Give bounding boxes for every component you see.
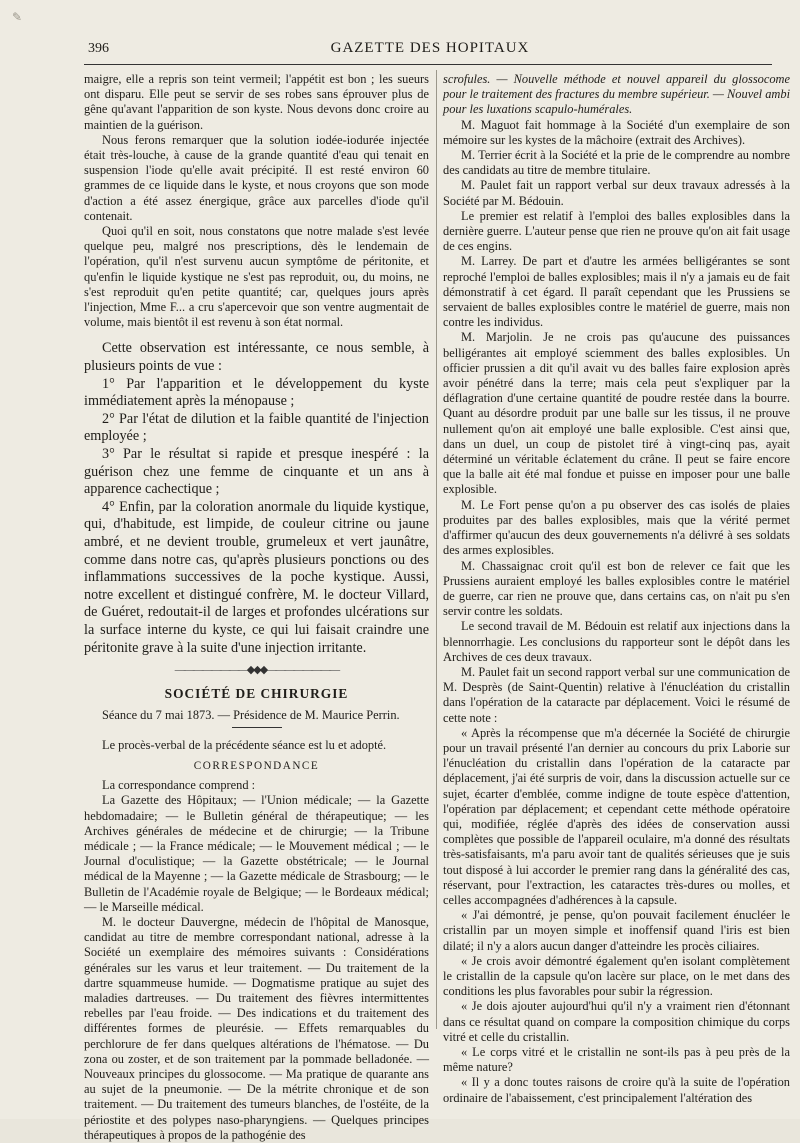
short-rule [232,727,282,728]
observation-summary [84,340,429,657]
page-number: 396 [88,41,109,56]
header-rule [84,64,772,65]
quote-paragraph: « Après la récompense que m'a décernée la Société de chirurgie pour un travail présenté l'an dernier au concours du prix Laborie sur l'énucléation du cristallin dans l'opération de la cataracte par déplacement, j'ai été surpris de voir, dans la discussion actuelle sur ce sujet, écarter d'emblée, comme indigne de toute espèce d'attention, l'opération par déplacement; et cependant cette méthode opératoire qui, modifiée, réglée d'après des idées de conservation aussi complètes que possible de l'appareil oculaire, m'a donné des résultats très-satisfaisants, m'a paru avoir tant de qualités sérieuses que je suis tout disposé à lui accorder le premier rang dans la généralité des cas, réservant, pour l'extraction, les cataractes très-dures ou molles, et celles accompagnées d'adhérences à la capsule. [443,725,790,907]
paragraph: Le procès-verbal de la précédente séance est lu et adopté. [102,737,387,752]
paragraph: La correspondance comprend : [102,778,256,793]
right-column [443,72,790,1112]
paragraph: Cette observation est intéressante, ce nous semble, à plusieurs points de vue : [84,340,429,375]
paragraph: maigre, elle a repris son teint vermeil; l'appétit est bon ; les sueurs ont disparu. Elle peut se servir de ses robes sans éprouver plus de gêne qu'avant l'apparition de son kyste. Nous devons donc croire au maintien de la guérison. [84,72,429,132]
paragraph: Le premier est relatif à l'emploi des balles explosibles dans la dernière guerre. L'auteur pense que rien ne prouve qu'on ait fait usage de ces engins. [443,208,790,254]
quote-paragraph: « Je dois ajouter aujourd'hui qu'il n'y a vraiment rien d'étonnant dans ce résultat quand on compare la composition chimique du corps vitré et celle du cristallin. [443,999,790,1044]
seance-line: Séance du 7 mai 1873. — Présidence de M. Maurice Perrin. [102,707,400,722]
paragraph: Le second travail de M. Bédouin est relatif aux injections dans la blennorrhagie. Les conclusions du rapporteur sont le dépôt dans les Archives de ces deux travaux. [443,619,790,664]
paragraph: M. le docteur Dauvergne, médecin de l'hôpital de Manosque, candidat au titre de membre correspondant national, adresse à la Société un exemplaire des mémoires suivants : Considérations générales sur les varus et leur traitement. — Du traitement de la dartre squammeuse humide. — Dogmatisme pratique au sujet des maladies dartreuses. — Du traitement des fièvres intermittentes rebelles par l'eau froide. — Des indications et du traitement des différentes formes de pleurésie. — Effets remarquables du perchlorure de fer dans quelques altérations de l'hématose. — Du zona ou zoster, et de son traitement par la pommade belladonée. — Nouveaux principes du glossocome. — Ma pratique de quarante ans au sujet de la pneumonie. — De la métrite chronique et de son traitement. — Du traitement des tumeurs blanches, de l'ostéite, de la périostite et des polypes naso-pharyngiens. — Quelques principes thérapeutiques à propos de la pathogénie des [84,914,429,1142]
column-divider [436,70,437,1029]
paragraph: scrofules. — Nouvelle méthode et nouvel appareil du glossocome pour le traitement des fractures du membre supérieur. — Nouvel ambi pour les luxations scapulo-humérales. [443,72,791,117]
list-item: 2° Par l'état de dilution et la faible quantité de l'injection employée ; [84,410,429,445]
paragraph: M. Terrier écrit à la Société et la prie de le comprendre au nombre des candidats au titre de membre titulaire. [443,148,790,178]
paragraph: M. Paulet fait un rapport verbal sur deux travaux adressés à la Société par M. Bédouin. [443,178,790,208]
list-item: 3° Par le résultat si rapide et presque inespéré : la guérison chez une femme de cinquante et un ans à apparence cachectique ; [84,446,429,498]
journal-title: GAZETTE DES HOPITAUX [330,40,530,56]
page-header [88,40,772,64]
paragraph: La Gazette des Hôpitaux; — l'Union médicale; — la Gazette hebdomadaire; — le Bulletin général de thérapeutique; — les Archives générales de médecine et de chirurgie; — la Tribune médicale ; — la France médicale; — le Mouvement médical ; — le Journal d'oculistique; — la Gazette obstétricale; — le Journal médical de la Mayenne ; — la Gazette médicale de Strasbourg; — le Bulletin de l'Académie royale de Belgique; — le Bordeaux médical; — le Marseille médical. [84,793,429,914]
quote-paragraph: « Il y a donc toutes raisons de croire qu'à la suite de l'opération ordinaire de l'abaissement, c'est principalement l'altération des [443,1075,790,1105]
section-ornament: ————————◆◆◆———————— [174,664,339,677]
paragraph: M. Marjolin. Je ne crois pas qu'aucune des puissances belligérantes ait employé sciemment des balles explosibles. Un officier prussien a dit qu'il avait vu des balles faire explosion après avoir pénétré dans la terre; mais cela peut s'expliquer par la déflagration d'une certaine quantité de poudre restée dans la bourre. Quant au désordre produit par une balle sur les tissus, il ne prouve nullement qu'on ait employé une balle explosible. C'est ainsi que, dans un duel, un coup de pistolet tiré à vingt-cinq pas, ayait déterminé un véritable éclatement du crâne. Il peut se faire encore que la balle ait été mal fondue et puisse en imposer pour une balle explosible. [443,330,790,497]
paragraph: M. Maguot fait hommage à la Société d'un exemplaire de son mémoire sur les kystes de la mâchoire (extrait des Archives). [443,117,790,147]
section-title: SOCIÉTÉ DE CHIRURGIE [164,686,349,702]
quote-paragraph: « J'ai démontré, je pense, qu'on pouvait facilement énucléer le cristallin par un moyen simple et inoffensif quand l'iris est bien dilaté; il n'y a alors aucun danger d'atteindre les procès ciliaires. [443,908,790,953]
list-item: 1° Par l'apparition et le développement du kyste immédiatement après la ménopause ; [84,375,429,410]
paragraph: M. Chassaignac croit qu'il est bon de relever ce fait que les Prussiens auraient employé les balles explosibles contre le matériel de guerre, car rien ne prouve que, dans certains cas, on n'ait pu s'en servir contre les soldats. [443,558,790,619]
paragraph: Quoi qu'il en soit, nous constatons que notre malade s'est levée quelque peu, malgré nos prescriptions, dès le lendemain de l'opération, qu'il n'est survenu aucun symptôme de péritonite, et qu'enfin le liquide kystique ne s'est pas reproduit, ou, du moins, ne s'est reproduit qu'en petite quantité; car, quelques jours après l'injection, Mme F... a cru s'apercevoir que son ventre augmentait de volume, mais bientôt il est revenu à son état normal. [84,224,429,330]
paragraph: M. Larrey. De part et d'autre les armées belligérantes se sont reproché l'emploi de balles explosibles; mais il n'y a jamais eu de fait démonstratif à cet égard. Il paraît cependant que les Prussiens se servaient de balles explosibles contre le matériel de guerre, mais non contre les individus. [443,254,790,330]
left-column [84,72,429,1142]
corner-ornament-icon: ✎ [12,10,23,24]
subheading: CORRESPONDANCE [193,759,320,772]
paragraph: Nous ferons remarquer que la solution iodée-iodurée injectée était très-louche, à cause de la grande quantité d'eau qui tenait en suspension l'iode qu'elle avait précipité. Il est resté environ 60 grammes de ce liquide dans le kyste, et nous croyons que son mode d'action a été assez énergique, grâce aux parcelles d'iode qu'il contenait. [84,132,429,223]
list-item: 4° Enfin, par la coloration anormale du liquide kystique, qui, d'habitude, est limpide, de couleur citrine ou jaune ambré, et ne devient trouble, grumeleux et vert jaunâtre, comme dans notre cas, qu'après plusieurs ponctions ou des inflammations successives de la poche kystique. Aussi, notre excellent et distingué confrère, M. le docteur Villard, de Guéret, redoutait-il de larges et profondes ulcérations sur la surface interne du kyste, ce qui lui faisait craindre une péritonite grave à la suite d'une injection irritante. [84,498,429,656]
paragraph: M. Paulet fait un second rapport verbal sur une communication de M. Desprès (de Saint-Quentin) relative à l'énucléation du cristallin dans l'opération de la cataracte par déplacement. Voici le résumé de cette note : [443,664,790,725]
quote-paragraph: « Le corps vitré et le cristallin ne sont-ils pas à peu près de la même nature? [443,1045,790,1075]
quote-paragraph: « Je crois avoir démontré également qu'en isolant complètement le cristallin de la capsule qu'on lacère sur place, on le met dans des conditions les plus favorables pour subir la régression. [443,953,790,999]
paragraph: M. Le Fort pense qu'on a pu observer des cas isolés de plaies produites par des balles explosibles, mais que la vérité permet d'affirmer qu'aucun des deux gouvernements n'a délivré à ses soldats des armes explosibles. [443,497,790,558]
